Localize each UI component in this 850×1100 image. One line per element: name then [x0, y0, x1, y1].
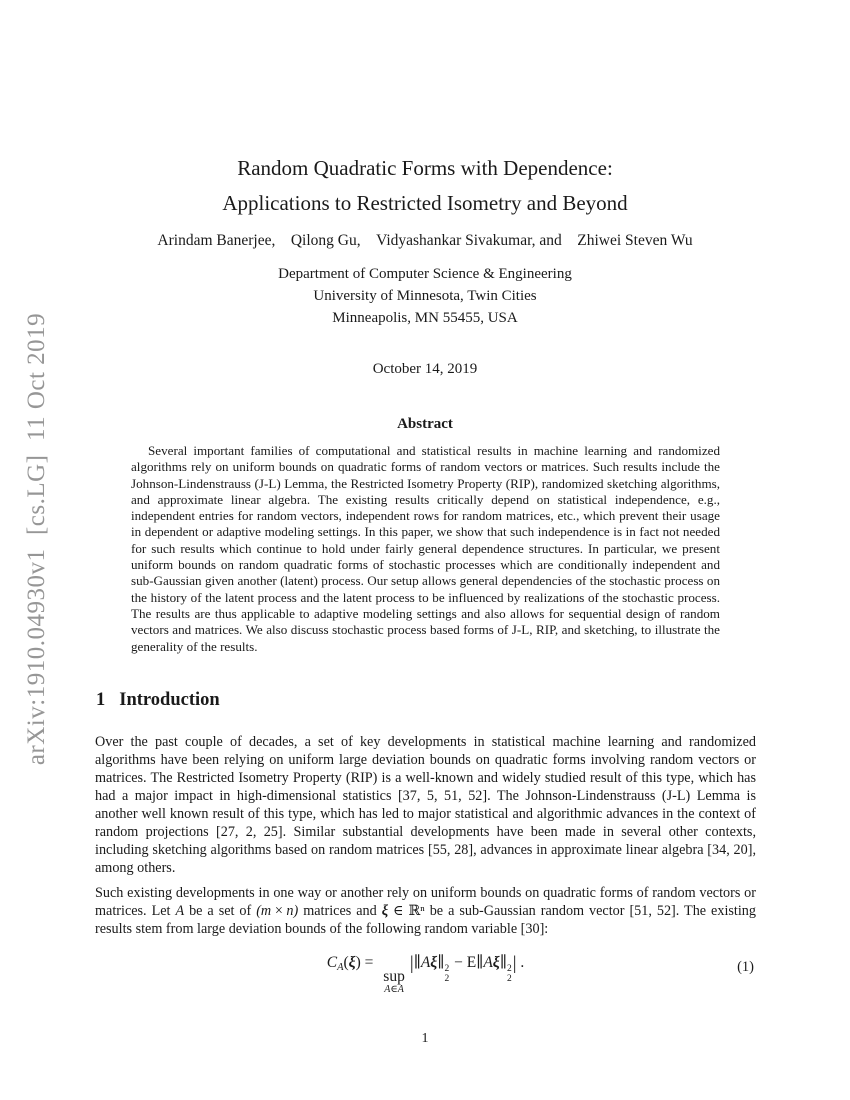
inline-math-xi: ξ — [381, 903, 389, 919]
paragraph-2-text: be a set of — [184, 903, 257, 919]
page-number: 1 — [421, 1031, 429, 1046]
sup-op: sup — [383, 968, 405, 985]
paper-title-line-2: Applications to Restricted Isometry and Beyond — [222, 191, 628, 215]
eq-xi: ξ — [430, 954, 438, 971]
authors-line: Arindam Banerjee, Qilong Gu, Vidyashankar Sivakumar, and Zhiwei Steven Wu — [157, 232, 693, 249]
intro-paragraph-1: Over the past couple of decades, a set of key developments in statistical machine learning and randomized algorithms have been relying on uniform large deviation bounds on quadratic forms involving random vectors or matrices. The Restricted Isometry Property (RIP) is a well-known and widely studied result of this type, which has had a major impact in high-dimensional statistics [37, 5, 51, 52]. The Johnson-Lindenstrauss (J-L) Lemma is another well known result of this type, which has led to major statistical and algorithmic advances in the context of random projections [27, 2, 25]. Similar substantial developments have been made in several other contexts, including sketching algorithms based on random matrices [55, 28], advances in approximate linear algebra [34, 20], among others. — [95, 734, 756, 876]
affiliation-line-2: University of Minnesota, Twin Cities — [313, 288, 537, 304]
paragraph-2-text: Such existing developments in one way or another rely on uniform bounds on quadratic forms of random vectors or matrices. Let — [95, 885, 756, 919]
norm-bar: ∥ — [476, 954, 484, 971]
affiliation-block — [0, 263, 850, 329]
eq-minus: − — [450, 954, 467, 971]
abs-bar-right: | — [512, 953, 517, 974]
eq-equals: ) = — [355, 954, 378, 971]
eq-sup-operator — [383, 969, 405, 996]
inline-math-set-A: A — [175, 903, 185, 919]
eq-paren: ( — [343, 954, 349, 971]
eq-matrix-A: A — [420, 954, 431, 971]
abstract-heading: Abstract — [397, 416, 453, 432]
abs-bar-left: | — [409, 953, 414, 974]
paper-title-line-1: Random Quadratic Forms with Dependence: — [237, 156, 613, 180]
inline-math-mxn: (m × n) — [256, 903, 299, 919]
norm-scripts — [444, 965, 449, 984]
intro-paragraph-2 — [95, 884, 756, 938]
equation-number: (1) — [737, 959, 754, 975]
paper-date: October 14, 2019 — [372, 361, 478, 377]
eq-matrix-A: A — [483, 954, 493, 971]
norm-bar: ∥ — [437, 954, 445, 971]
norm-superscript: 2 — [444, 964, 450, 974]
affiliation-line-1: Department of Computer Science & Engineering — [278, 266, 572, 282]
norm-bar: ∥ — [499, 954, 507, 971]
section-title: Introduction — [119, 690, 220, 710]
section-number: 1 — [96, 690, 106, 710]
paragraph-2-text: matrices and — [298, 903, 382, 919]
paper-title — [0, 151, 850, 221]
eq-xi: ξ — [348, 954, 356, 971]
eq-lhs: C — [326, 954, 338, 971]
norm-subscript: 2 — [506, 973, 512, 984]
eq-lhs-subscript: A — [337, 962, 344, 973]
eq-expectation: E — [466, 954, 477, 971]
norm-superscript: 2 — [506, 964, 512, 974]
abstract-text: Several important families of computational and statistical results in machine learning and randomized algorithms rely on uniform bounds on quadratic forms of random vectors or matrices. Such results include the Johnson-Lindenstrauss (J-L) Lemma, the Restricted Isometry Property (RIP), randomized sketching algorithms, and approximate linear algebra. The existing results critically depend on statistical independence, e.g., independent entries for random vectors, independent rows for random matrices, etc., which prevent their usage in dependent or adaptive modeling settings. In this paper, we show that such independence is in fact not needed for such results which continue to hold under fairly general dependence structures. In particular, we present uniform bounds on random quadratic forms of stochastic processes which are conditionally independent and sub-Gaussian given another (latent) process. Our setup allows general dependencies of the stochastic process on the history of the latent process and the latent process to be influenced by realizations of the stochastic process. The results are thus applicable to adaptive modeling settings and also allows for sequential design of random vectors and matrices. We also discuss stochastic process based forms of J-L, RIP, and sketching, to illustrate the generality of the results. — [131, 443, 720, 654]
norm-bar: ∥ — [413, 954, 421, 971]
norm-subscript: 2 — [444, 973, 450, 984]
equation-1 — [95, 949, 756, 996]
arxiv-watermark: arXiv:1910.04930v1 [cs.LG] 11 Oct 2019 — [23, 312, 50, 766]
norm-scripts — [507, 965, 512, 984]
section-1-heading — [96, 690, 220, 711]
affiliation-line-3: Minneapolis, MN 55455, USA — [332, 310, 518, 326]
sup-constraint: A∈A — [384, 984, 404, 996]
equation-1-math — [95, 953, 756, 996]
paragraph-2-text: ∈ ℝⁿ be a sub-Gaussian random vector [51, 52]. The existing results stem from large deviation bounds of the following random variable [30]: — [95, 903, 756, 937]
eq-period: . — [516, 954, 525, 971]
eq-xi: ξ — [492, 954, 500, 971]
